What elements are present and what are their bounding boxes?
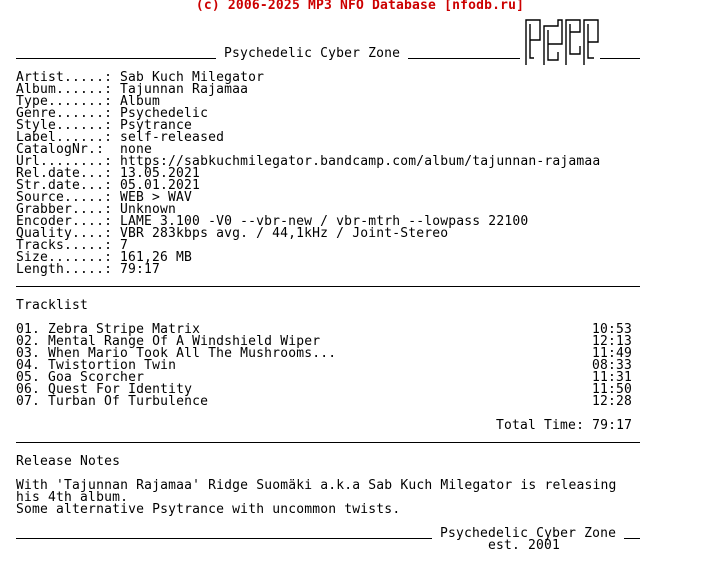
- info-label: CatalogNr.:: [16, 142, 105, 157]
- info-value: 161,26 MB: [120, 250, 193, 265]
- info-value: 13.05.2021: [120, 166, 201, 181]
- info-value: 05.01.2021: [120, 178, 201, 193]
- separator-2: [16, 442, 640, 443]
- info-label: Type.......:: [16, 94, 113, 109]
- track-number: 07.: [16, 394, 41, 409]
- info-value: https://sabkuchmilegator.bandcamp.com/album/tajunnan-rajamaa: [120, 154, 601, 169]
- info-label: Url........:: [16, 154, 113, 169]
- site-header: (c) 2006-2025 MP3 NFO Database [nfodb.ru]: [195, 0, 525, 13]
- track-number: 06.: [16, 382, 41, 397]
- track-number: 01.: [16, 322, 41, 337]
- total-time-row: [496, 420, 632, 432]
- track-title: Twistortion Twin: [48, 358, 177, 373]
- info-label: Encoder....:: [16, 214, 113, 229]
- info-value: LAME 3.100 -V0 --vbr-new / vbr-mtrh --lowpass 22100: [120, 214, 529, 229]
- notes-line: his 4th album.: [16, 490, 129, 505]
- track-title: Quest For Identity: [48, 382, 193, 397]
- separator-1: [16, 286, 640, 287]
- info-value: WEB > WAV: [120, 190, 193, 205]
- track-title: Zebra Stripe Matrix: [48, 322, 201, 337]
- track-number: 02.: [16, 334, 41, 349]
- info-value: Sab Kuch Milegator: [120, 70, 265, 85]
- info-value: Tajunnan Rajamaa: [120, 82, 249, 97]
- info-value: Psytrance: [120, 118, 193, 133]
- top-rule-left: [16, 58, 216, 59]
- info-value: Unknown: [120, 202, 177, 217]
- info-label: Artist.....:: [16, 70, 113, 85]
- top-rule-right: [600, 58, 640, 59]
- tracklist-title: Tracklist: [16, 298, 89, 313]
- info-value: 79:17: [120, 262, 161, 277]
- info-label: Grabber....:: [16, 202, 113, 217]
- info-value: VBR 283kbps avg. / 44,1kHz / Joint-Stereo: [120, 226, 449, 241]
- info-value: none: [120, 142, 153, 157]
- track-title: Mental Range Of A Windshield Wiper: [48, 334, 321, 349]
- footer-rule-right: [624, 538, 640, 539]
- info-value: self-released: [120, 130, 225, 145]
- track-title: Turban Of Turbulence: [48, 394, 209, 409]
- info-label: Style......:: [16, 118, 113, 133]
- track-time: 12:13: [592, 334, 633, 349]
- group-established: est. 2001: [488, 538, 561, 553]
- info-label: Tracks.....:: [16, 238, 113, 253]
- info-label: Quality....:: [16, 226, 113, 241]
- info-label: Size.......:: [16, 250, 113, 265]
- info-label: Album......:: [16, 82, 113, 97]
- total-time-value: 79:17: [592, 418, 633, 433]
- total-time-label: Total Time:: [496, 418, 585, 433]
- track-number: 05.: [16, 370, 41, 385]
- track-time: 11:50: [592, 382, 633, 397]
- info-value: 7: [120, 238, 129, 253]
- info-label: Str.date...:: [16, 178, 113, 193]
- info-label: Rel.date...:: [16, 166, 113, 181]
- info-label: Source.....:: [16, 190, 113, 205]
- track-time: 08:33: [592, 358, 633, 373]
- notes-line: With 'Tajunnan Rajamaa' Ridge Suomäki a.k.a Sab Kuch Milegator is releasing: [16, 478, 617, 493]
- info-value: Album: [120, 94, 161, 109]
- track-time: 11:31: [592, 370, 633, 385]
- track-time: 10:53: [592, 322, 633, 337]
- info-label: Label......:: [16, 130, 113, 145]
- notes-title: Release Notes: [16, 454, 121, 469]
- info-label: Length.....:: [16, 262, 113, 277]
- group-name-footer: Psychedelic Cyber Zone: [440, 526, 617, 541]
- footer-rule-left: [16, 538, 432, 539]
- group-name-top: Psychedelic Cyber Zone: [224, 46, 401, 61]
- track-title: Goa Scorcher: [48, 370, 145, 385]
- track-time: 11:49: [592, 346, 633, 361]
- info-value: Psychedelic: [120, 106, 209, 121]
- notes-line: Some alternative Psytrance with uncommon twists.: [16, 502, 401, 517]
- track-number: 04.: [16, 358, 41, 373]
- top-rule-mid: [408, 58, 520, 59]
- info-label: Genre......:: [16, 106, 113, 121]
- track-number: 03.: [16, 346, 41, 361]
- group-logo: [524, 18, 600, 66]
- track-time: 12:28: [592, 394, 633, 409]
- track-title: When Mario Took All The Mushrooms...: [48, 346, 337, 361]
